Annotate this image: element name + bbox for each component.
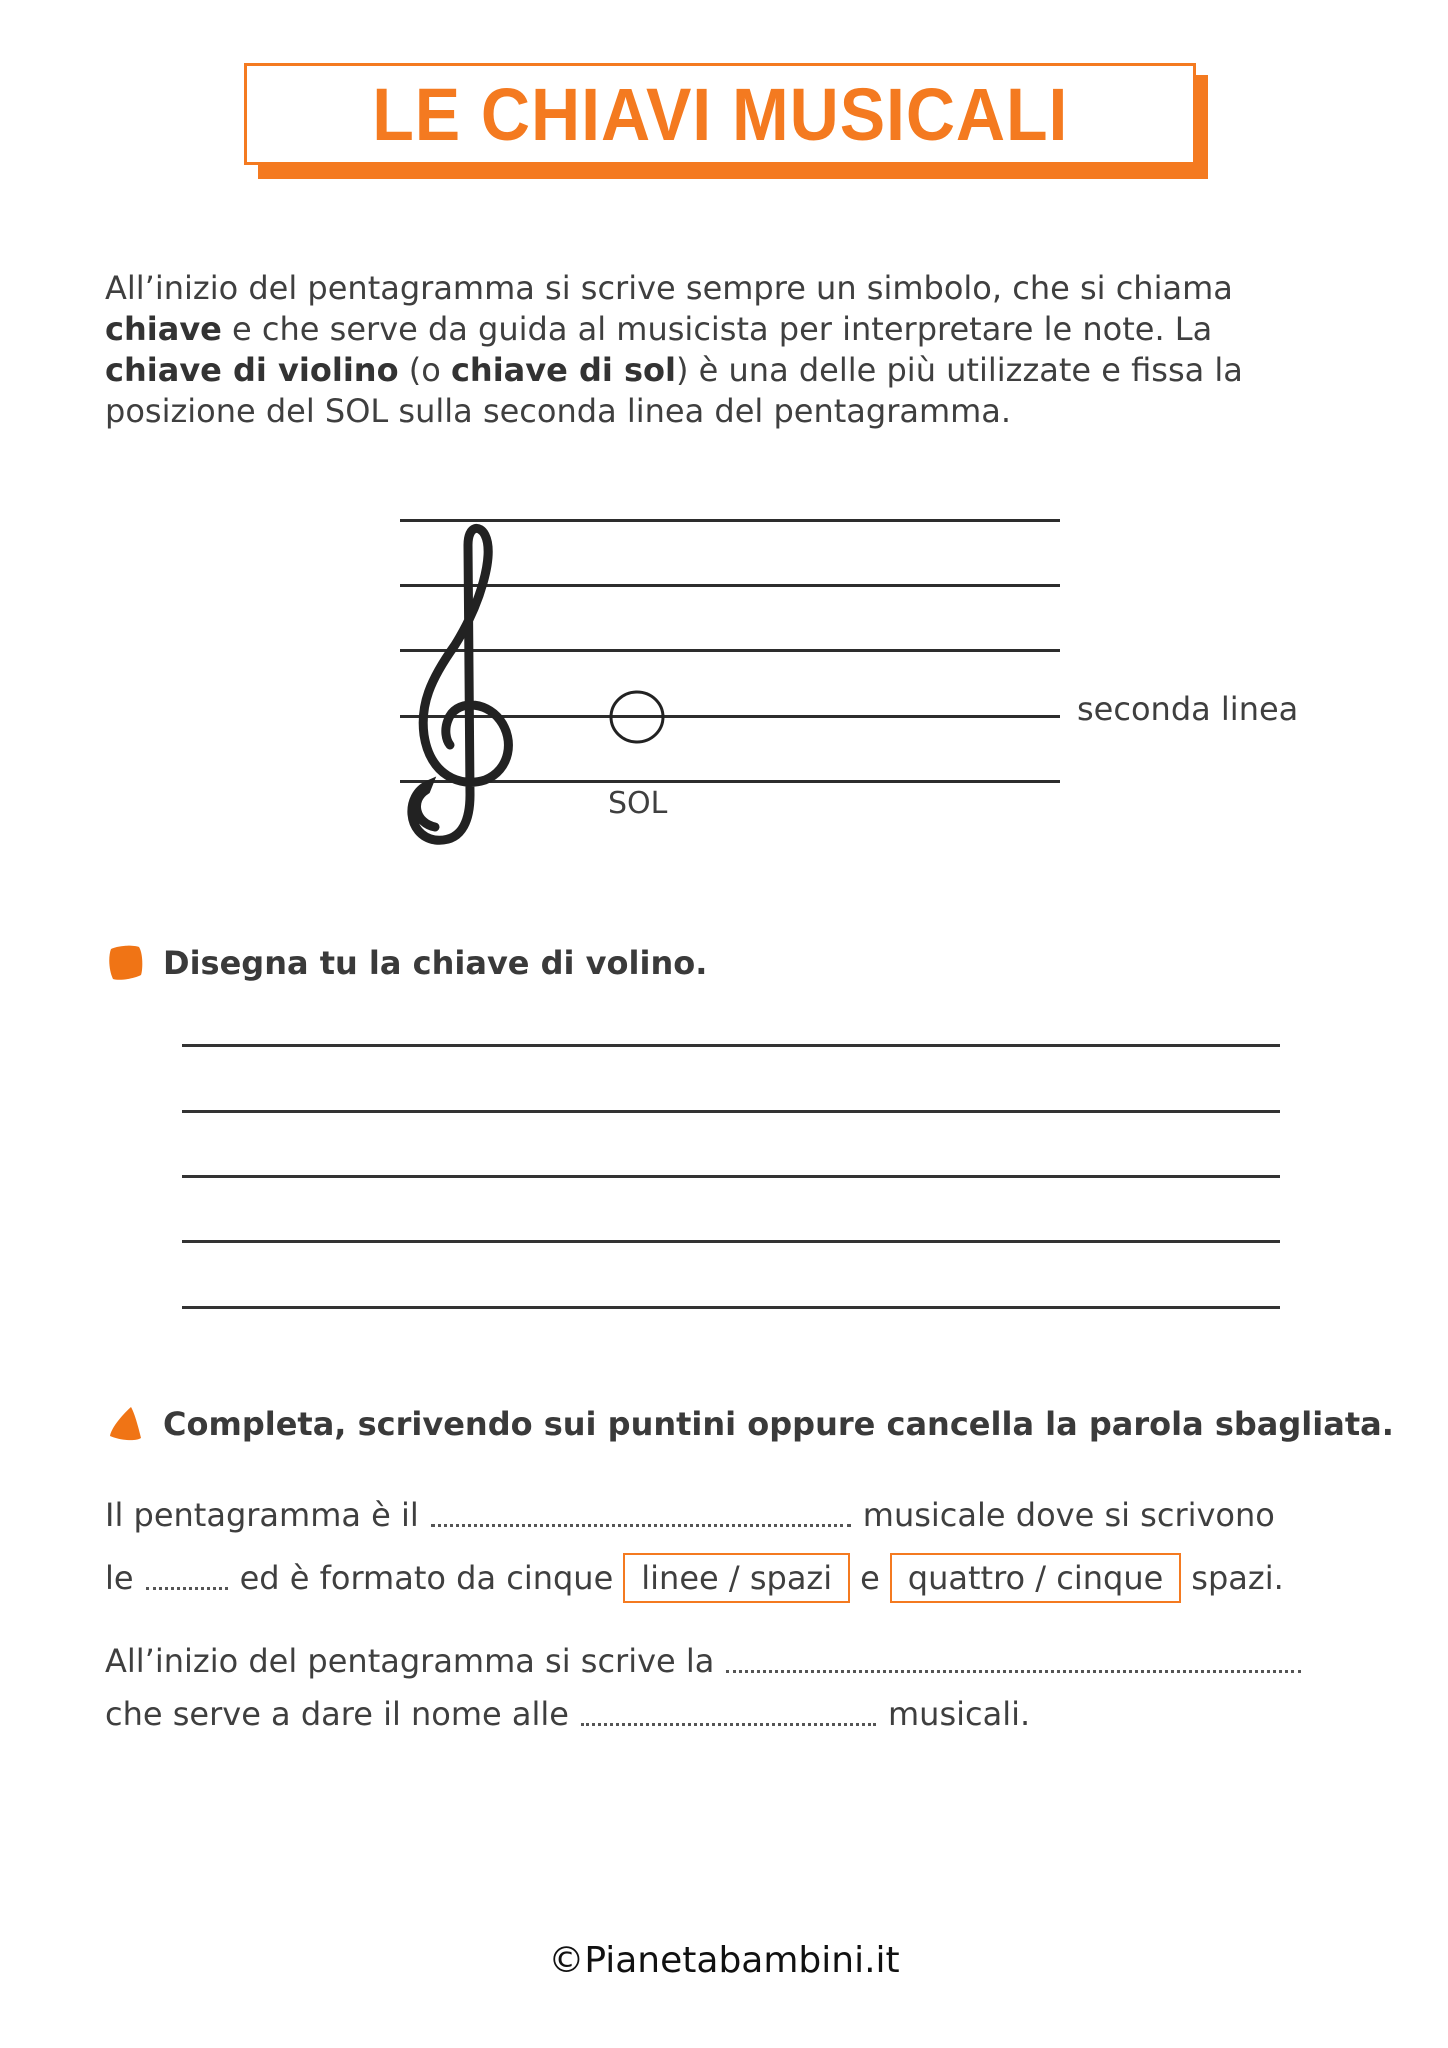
section-complete-label: Completa, scrivendo sui puntini oppure cancella la parola sbagliata.: [163, 1405, 1394, 1443]
exercise-row-3: [105, 1642, 1313, 1680]
exercise-text: ed è formato da cinque: [239, 1559, 614, 1597]
intro-paragraph: [105, 268, 1365, 432]
drawing-line[interactable]: [182, 1044, 1280, 1047]
exercise-text: che serve a dare il nome alle: [105, 1695, 569, 1733]
exercise-text: musicale dove si scrivono: [862, 1496, 1275, 1534]
staff-diagram: [400, 505, 1060, 855]
exercise-row-4: [105, 1695, 1030, 1733]
intro-text: ) è una delle più utilizzate e fissa la: [675, 351, 1243, 389]
exercise-text: spazi.: [1191, 1559, 1284, 1597]
orange-triangle-bullet-icon: [105, 1404, 145, 1444]
blank-field[interactable]: [431, 1524, 851, 1527]
keyword-chiave-violino: chiave di violino: [105, 351, 399, 389]
treble-clef-icon: [400, 505, 1060, 855]
drawing-line[interactable]: [182, 1240, 1280, 1243]
intro-line-4: posizione del SOL sulla seconda linea del pentagramma.: [105, 392, 1012, 430]
note-sol: [611, 692, 663, 742]
exercise-text: All’inizio del pentagramma si scrive la: [105, 1642, 715, 1680]
title-banner: [244, 63, 1206, 173]
section-draw-title: [105, 943, 707, 983]
note-label-sol: SOL: [608, 786, 668, 821]
intro-text: e che serve da guida al musicista per interpretare le note. La: [221, 310, 1213, 348]
blank-field[interactable]: [726, 1670, 1301, 1673]
intro-line-3: [105, 350, 1365, 391]
intro-line-1: All’inizio del pentagramma si scrive sempre un simbolo, che si chiama: [105, 269, 1233, 307]
orange-square-bullet-icon: [105, 943, 145, 983]
exercise-row-1: [105, 1496, 1275, 1534]
blank-field[interactable]: [146, 1587, 228, 1590]
exercise-text: e: [860, 1559, 880, 1597]
drawing-line[interactable]: [182, 1110, 1280, 1113]
section-complete-title: [105, 1404, 1394, 1444]
drawing-line[interactable]: [182, 1306, 1280, 1309]
exercise-text: le: [105, 1559, 134, 1597]
exercise-text: musicali.: [887, 1695, 1031, 1733]
keyword-chiave: chiave: [105, 310, 222, 348]
drawing-line[interactable]: [182, 1175, 1280, 1178]
keyword-chiave-sol: chiave di sol: [450, 351, 676, 389]
title-box: [244, 63, 1196, 165]
copyright-footer: ©Pianetabambini.it: [548, 1940, 900, 1981]
choice-linee-spazi[interactable]: linee / spazi: [623, 1553, 850, 1603]
blank-field[interactable]: [581, 1723, 876, 1726]
intro-line-2: [105, 309, 1365, 350]
section-draw-label: Disegna tu la chiave di volino.: [163, 944, 708, 982]
intro-text: (o: [398, 351, 451, 389]
exercise-row-2: [105, 1553, 1284, 1603]
exercise-text: Il pentagramma è il: [105, 1496, 419, 1534]
line-label-seconda: seconda linea: [1077, 690, 1299, 728]
choice-quattro-cinque[interactable]: quattro / cinque: [890, 1553, 1182, 1603]
page-title: LE CHIAVI MUSICALI: [371, 72, 1069, 156]
